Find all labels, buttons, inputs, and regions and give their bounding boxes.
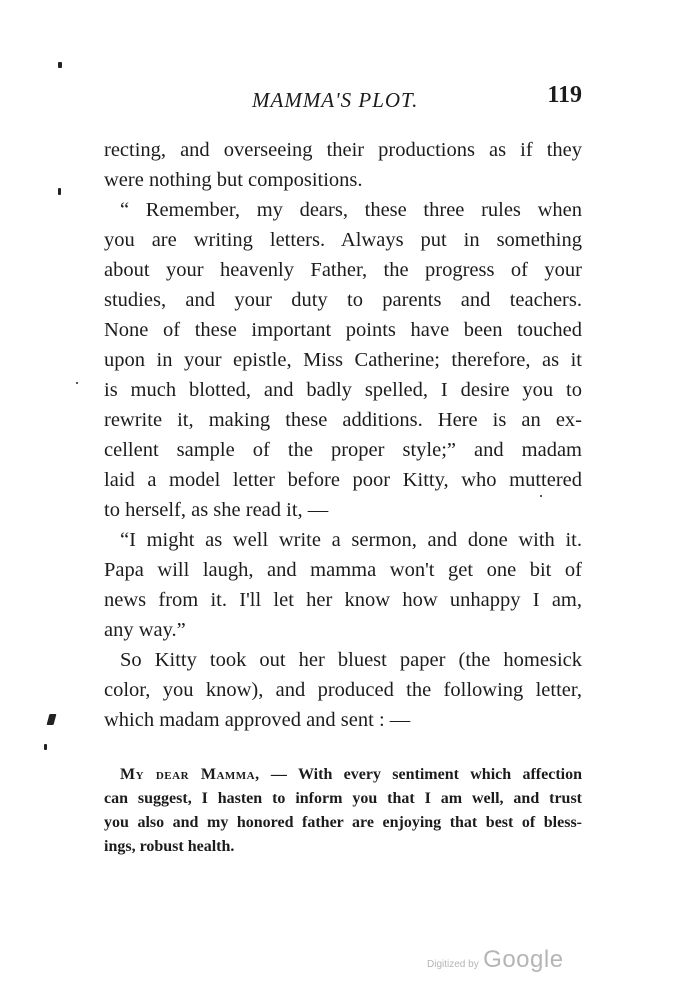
text-line: “ Remember, my dears, these three rules when	[120, 199, 582, 221]
text-line: color, you know), and produced the following letter,	[104, 679, 582, 701]
scan-speck	[58, 188, 61, 195]
text-line: laid a model letter before poor Kitty, who muttered	[104, 469, 582, 491]
text-line: to herself, as she read it, —	[104, 499, 329, 521]
body-text	[104, 135, 582, 735]
scan-speck	[47, 714, 57, 725]
letter-line: you also and my honored father are enjoying that best of bless-	[104, 814, 582, 831]
page-number: 119	[547, 82, 582, 108]
google-logo: Google	[483, 946, 564, 973]
text-line: any way.”	[104, 619, 186, 641]
letter-line: can suggest, I hasten to inform you that I am well, and trust	[104, 790, 582, 807]
text-line: recting, and overseeing their productions as if they	[104, 139, 582, 161]
text-line: is much blotted, and badly spelled, I desire you to	[104, 379, 582, 401]
letter-first-line: — With every sentiment which affection	[259, 766, 582, 783]
text-line: cellent sample of the proper style;” and madam	[104, 439, 582, 461]
text-line: upon in your epistle, Miss Catherine; therefore, as it	[104, 349, 582, 371]
letter-line: ings, robust health.	[104, 838, 235, 855]
text-line: None of these important points have been touched	[104, 319, 582, 341]
digitized-watermark	[427, 946, 564, 974]
scan-speck	[44, 744, 47, 750]
letter-line	[104, 763, 582, 787]
text-line: So Kitty took out her bluest paper (the homesick	[120, 649, 582, 671]
running-title: MAMMA'S PLOT.	[252, 88, 419, 112]
scan-speck	[540, 495, 542, 497]
text-line: which madam approved and sent : —	[104, 709, 411, 731]
letter-block	[104, 763, 582, 859]
text-line: news from it. I'll let her know how unhappy I am,	[104, 589, 582, 611]
letter-salutation: My dear Mamma,	[120, 766, 260, 783]
text-line: about your heavenly Father, the progress of your	[104, 259, 582, 281]
text-line: were nothing but compositions.	[104, 169, 363, 191]
scan-speck	[76, 382, 78, 384]
running-head	[104, 82, 582, 116]
scan-speck	[58, 62, 62, 68]
text-line: studies, and your duty to parents and teachers.	[104, 289, 582, 311]
watermark-prefix: Digitized by	[427, 959, 479, 970]
text-line: you are writing letters. Always put in something	[104, 229, 582, 251]
text-line: Papa will laugh, and mamma won't get one bit of	[104, 559, 582, 581]
text-line: rewrite it, making these additions. Here is an ex-	[104, 409, 582, 431]
text-line: “I might as well write a sermon, and done with it.	[120, 529, 582, 551]
